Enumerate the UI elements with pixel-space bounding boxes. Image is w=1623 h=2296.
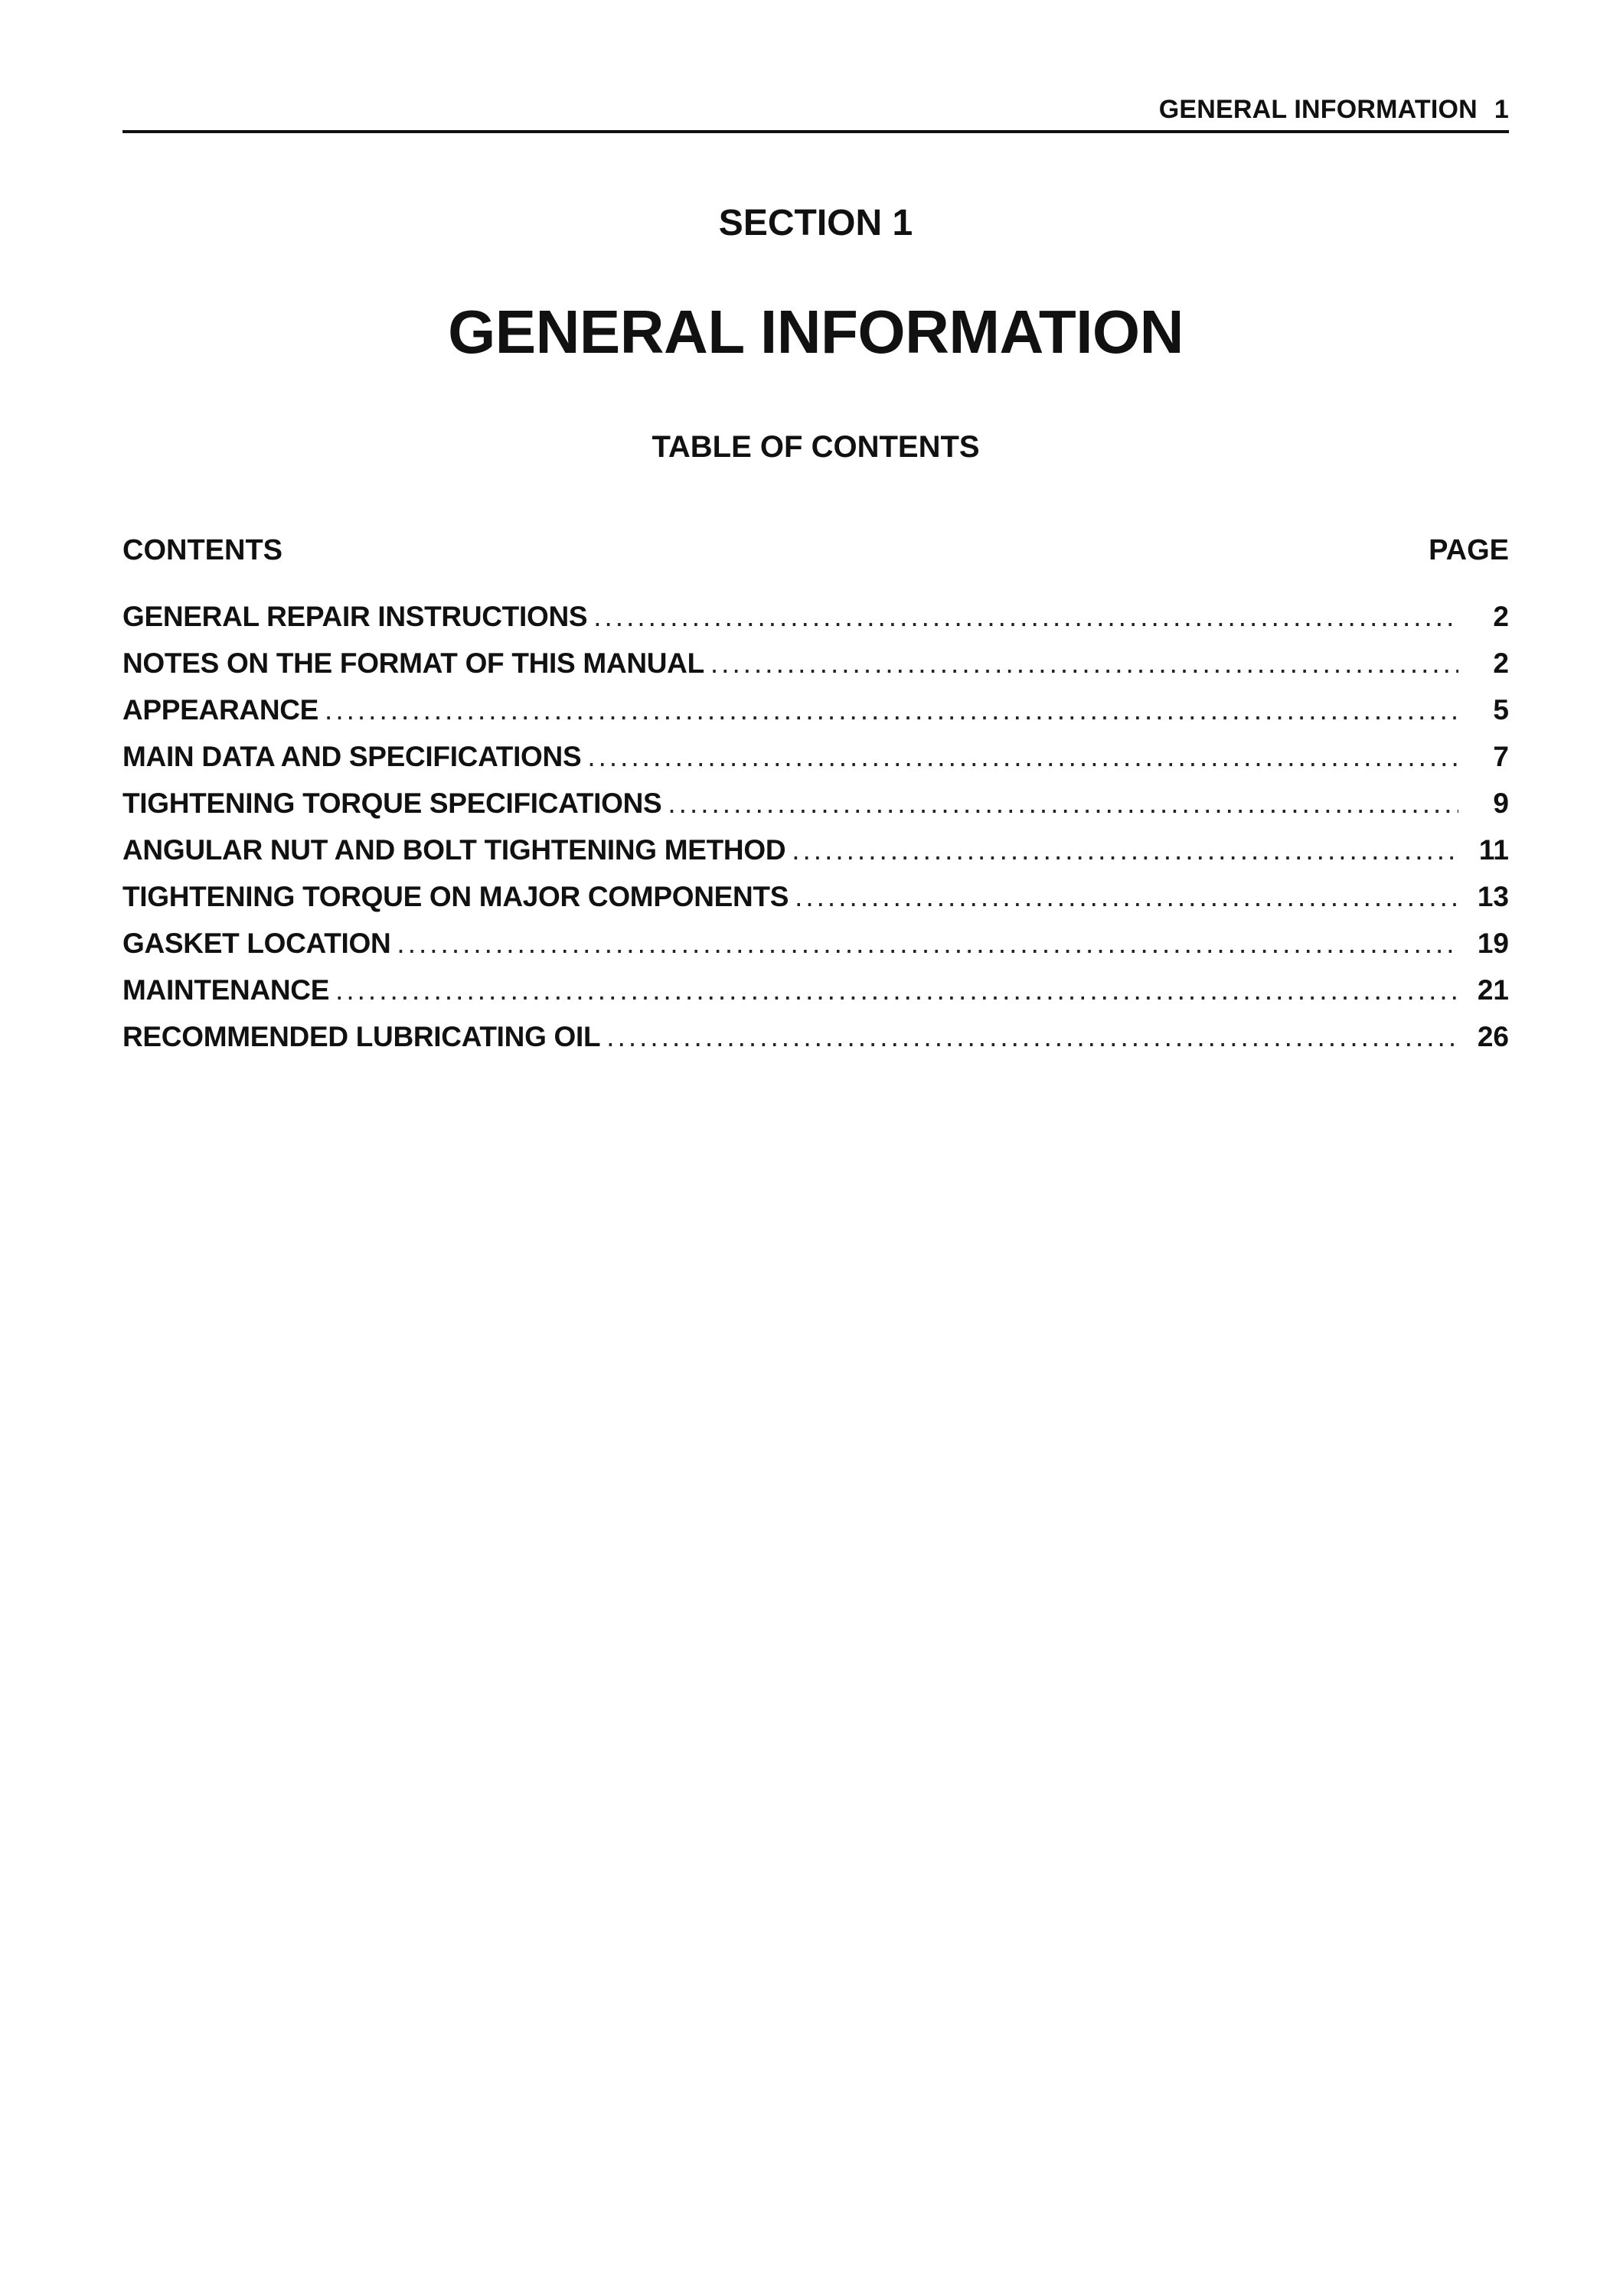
dot-leader bbox=[795, 881, 1458, 913]
dot-leader bbox=[325, 694, 1458, 726]
toc-entry-title: ANGULAR NUT AND BOLT TIGHTENING METHOD bbox=[122, 834, 786, 866]
toc-entry-page: 26 bbox=[1477, 1021, 1509, 1052]
toc-entry-page: 9 bbox=[1493, 788, 1509, 819]
toc-list bbox=[122, 601, 1509, 1068]
toc-entry[interactable] bbox=[122, 928, 1509, 974]
toc-entry[interactable] bbox=[122, 974, 1509, 1021]
running-header bbox=[1159, 95, 1509, 125]
dot-leader bbox=[587, 741, 1458, 773]
dot-leader bbox=[606, 1021, 1458, 1053]
toc-entry[interactable] bbox=[122, 834, 1509, 881]
dot-leader bbox=[593, 601, 1458, 633]
toc-entry-title: NOTES ON THE FORMAT OF THIS MANUAL bbox=[122, 647, 704, 679]
toc-entry-title: TIGHTENING TORQUE SPECIFICATIONS bbox=[122, 788, 662, 819]
toc-entry[interactable] bbox=[122, 694, 1509, 741]
page-column-header: PAGE bbox=[1429, 534, 1509, 566]
toc-entry-page: 11 bbox=[1478, 834, 1509, 866]
toc-heading: TABLE OF CONTENTS bbox=[651, 430, 980, 464]
section-label: SECTION 1 bbox=[718, 203, 913, 243]
toc-entry-title: APPEARANCE bbox=[122, 694, 319, 726]
document-page bbox=[122, 0, 1509, 2296]
dot-leader bbox=[792, 834, 1458, 866]
toc-entry-title: RECOMMENDED LUBRICATING OIL bbox=[122, 1021, 601, 1052]
toc-entry-title: TIGHTENING TORQUE ON MAJOR COMPONENTS bbox=[122, 881, 789, 912]
toc-entry-page: 7 bbox=[1493, 741, 1509, 772]
toc-entry[interactable] bbox=[122, 788, 1509, 834]
dot-leader bbox=[335, 974, 1458, 1006]
toc-entry[interactable] bbox=[122, 741, 1509, 788]
dot-leader bbox=[397, 928, 1458, 960]
page-number: 1 bbox=[1494, 95, 1509, 124]
dot-leader bbox=[668, 788, 1458, 820]
header-rule bbox=[122, 130, 1509, 133]
toc-entry-page: 19 bbox=[1477, 928, 1509, 959]
toc-entry-title: GENERAL REPAIR INSTRUCTIONS bbox=[122, 601, 588, 632]
toc-entry-page: 2 bbox=[1493, 647, 1509, 679]
toc-entry-page: 2 bbox=[1493, 601, 1509, 632]
toc-entry-title: MAINTENANCE bbox=[122, 974, 330, 1006]
toc-entry-page: 13 bbox=[1477, 881, 1509, 912]
toc-entry-page: 21 bbox=[1477, 974, 1509, 1006]
toc-entry[interactable] bbox=[122, 1021, 1509, 1068]
toc-entry-title: MAIN DATA AND SPECIFICATIONS bbox=[122, 741, 582, 772]
page-title: GENERAL INFORMATION bbox=[448, 298, 1184, 366]
running-header-title: GENERAL INFORMATION bbox=[1158, 95, 1478, 124]
toc-entry[interactable] bbox=[122, 601, 1509, 647]
toc-entry-title: GASKET LOCATION bbox=[122, 928, 391, 959]
dot-leader bbox=[710, 647, 1458, 680]
contents-column-header: CONTENTS bbox=[122, 534, 282, 566]
toc-entry[interactable] bbox=[122, 881, 1509, 928]
toc-entry-page: 5 bbox=[1493, 694, 1509, 726]
toc-entry[interactable] bbox=[122, 647, 1509, 694]
toc-column-headers bbox=[122, 534, 1509, 568]
